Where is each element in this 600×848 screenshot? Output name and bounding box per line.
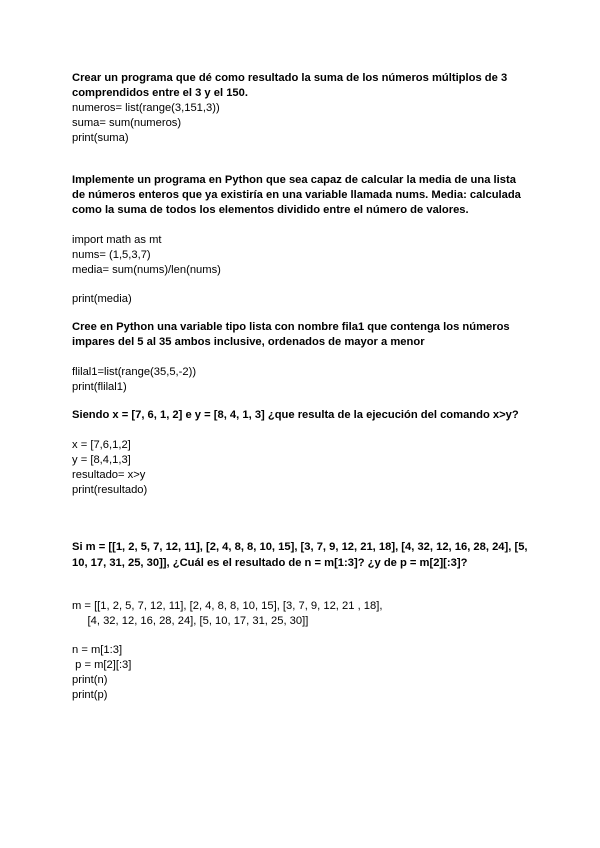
code-5-line-3: n = m[1:3] <box>72 644 123 656</box>
code-4-line-4: print(resultado) <box>72 484 148 496</box>
code-3-line-2: print(flilal1) <box>72 381 127 393</box>
question-5-line-1: Si m = [[1, 2, 5, 7, 12, 11], [2, 4, 8, 8, 10, 15], [3, 7, 9, 12, 21, 18], [4, 32, 12, 16, 28, 24], [5, <box>72 541 528 553</box>
code-4-line-3: resultado= x>y <box>72 469 146 481</box>
question-2-line-1: Implemente un programa en Python que sea capaz de calcular la media de una lista <box>72 174 516 186</box>
question-4-line-1: Siendo x = [7, 6, 1, 2] e y = [8, 4, 1, 3] ¿que resulta de la ejecución del comando x>y? <box>72 409 519 421</box>
question-3-line-2: impares del 5 al 35 ambos inclusive, ordenados de mayor a menor <box>72 336 425 348</box>
code-2-line-3: media= sum(nums)/len(nums) <box>72 264 221 276</box>
code-2-line-4: print(media) <box>72 293 132 305</box>
question-3-line-1: Cree en Python una variable tipo lista con nombre fila1 que contenga los números <box>72 321 510 333</box>
question-2-line-3: como la suma de todos los elementos dividido entre el número de valores. <box>72 204 469 216</box>
code-1-line-2: suma= sum(numeros) <box>72 117 182 129</box>
question-1-line-2: comprendidos entre el 3 y el 150. <box>72 87 248 99</box>
code-5-line-4: p = m[2][:3] <box>72 659 132 671</box>
code-1-line-1: numeros= list(range(3,151,3)) <box>72 102 220 114</box>
question-5-line-2: 10, 17, 31, 25, 30]], ¿Cuál es el resultado de n = m[1:3]? ¿y de p = m[2][:3]? <box>72 557 468 569</box>
code-4-line-1: x = [7,6,1,2] <box>72 439 131 451</box>
code-1-line-3: print(suma) <box>72 132 129 144</box>
code-3-line-1: flilal1=list(range(35,5,-2)) <box>72 366 197 378</box>
question-1-line-1: Crear un programa que dé como resultado la suma de los números múltiplos de 3 <box>72 72 508 84</box>
question-2-line-2: de números enteros que ya existiría en una variable llamada nums. Media: calculada <box>72 189 521 201</box>
code-5-line-6: print(p) <box>72 689 108 701</box>
code-5-line-1: m = [[1, 2, 5, 7, 12, 11], [2, 4, 8, 8, 10, 15], [3, 7, 9, 12, 21 , 18], <box>72 600 383 612</box>
code-2-line-1: import math as mt <box>72 234 162 246</box>
code-2-line-2: nums= (1,5,3,7) <box>72 249 151 261</box>
code-4-line-2: y = [8,4,1,3] <box>72 454 131 466</box>
code-5-line-2: [4, 32, 12, 16, 28, 24], [5, 10, 17, 31, 25, 30]] <box>72 615 309 627</box>
code-5-line-5: print(n) <box>72 674 108 686</box>
